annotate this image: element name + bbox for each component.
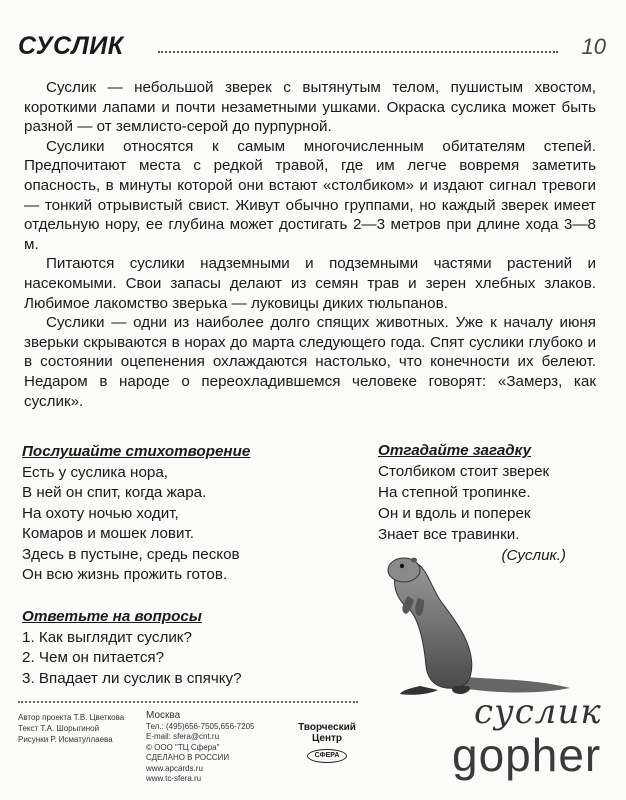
questions-title: Ответьте на вопросы bbox=[22, 608, 202, 625]
poem-block bbox=[22, 442, 322, 586]
page-number: 10 bbox=[581, 34, 606, 59]
question-item: 3. Впадает ли суслик в спячку? bbox=[22, 669, 242, 687]
poem-line: Он всю жизнь прожить готов. bbox=[22, 566, 228, 583]
body-paragraph: Суслики — одни из наиболее долго спящих животных. Уже к началу июня зверьки скрываются в норах до марта следующего года. Спят суслики глубоко и в состоянии оцепенения охлаждаются настолько, что конечности их белеют. Недаром в народе о переохладившемся человеке говорят: «Замерз, как суслик». bbox=[24, 314, 596, 410]
footer-divider bbox=[18, 701, 358, 703]
foot-shape bbox=[452, 686, 470, 694]
riddle-title: Отгадайте загадку bbox=[378, 442, 532, 459]
page-header bbox=[18, 32, 606, 62]
poem-line: Здесь в пустыне, средь песков bbox=[22, 545, 240, 563]
questions-block bbox=[22, 607, 342, 689]
publisher-block bbox=[146, 711, 254, 785]
dotted-leader bbox=[158, 51, 558, 53]
publisher-line: СДЕЛАНО В РОССИИ bbox=[146, 753, 230, 762]
publisher-line: www.tc-sfera.ru bbox=[146, 774, 202, 783]
poem-line: В ней он спит, когда жара. bbox=[22, 484, 207, 501]
credit-line: Автор проекта Т.В. Цветкова bbox=[18, 713, 125, 722]
ear-shape bbox=[411, 558, 417, 563]
eye-dot bbox=[400, 564, 404, 568]
poem-line: На охоту ночью ходит, bbox=[22, 504, 179, 522]
logo-oval: СФЕРА bbox=[307, 749, 347, 763]
publisher-city: Москва bbox=[146, 710, 181, 721]
poem-line: Есть у суслика нора, bbox=[22, 463, 169, 481]
poem-title: Послушайте стихотворение bbox=[22, 443, 251, 460]
body-paragraph: Питаются суслики надземными и подземными частями растений и насекомыми. Свои запасы делают из семян трав и зерен хлебных злаков. Любимое лакомство зверька — луковицы диких тюльпанов. bbox=[24, 255, 596, 312]
credits-block bbox=[18, 712, 124, 745]
riddle-line: Столбиком стоит зверек bbox=[378, 463, 550, 480]
logo-line: Центр bbox=[311, 733, 343, 744]
article-body bbox=[24, 78, 596, 411]
body-paragraph: Суслики относятся к самым многочисленным обитателям степей. Предпочитают места с редкой травой, где им легче вовремя заметить опасность, в минуты которой они встают «столбиком» и издают сигнал тревоги — тонкий отрывистый свист. Живут обычно группами, но каждый зверек имеет отдельную нору, ее глубина может достигать 2—3 метров при длине хода 3—8 м. bbox=[24, 137, 596, 253]
foot-shape bbox=[400, 686, 438, 695]
riddle-line: На степной тропинке. bbox=[378, 484, 531, 501]
publisher-line: www.apcards.ru bbox=[146, 763, 203, 773]
publisher-line: © ООО "ТЦ Сфера" bbox=[146, 742, 220, 752]
credit-line: Текст Т.А. Шорыгиной bbox=[18, 724, 100, 733]
poem-line: Комаров и мошек ловит. bbox=[22, 525, 194, 542]
riddle-line: Знает все травинки. bbox=[378, 526, 520, 543]
word-russian: суслик bbox=[474, 692, 602, 732]
publisher-logo bbox=[287, 722, 367, 762]
question-item: 2. Чем он питается? bbox=[22, 649, 165, 666]
riddle-answer: (Суслик.) bbox=[501, 547, 566, 564]
logo-line: Творческий bbox=[298, 722, 356, 733]
body-paragraph: Суслик — небольшой зверек с вытянутым телом, пушистым хвостом, короткими лапами и почти незаметными ушками. Окраска суслика может быть разной — от землисто-серой до пурпурной. bbox=[24, 79, 596, 136]
riddle-line: Он и вдоль и поперек bbox=[378, 505, 531, 522]
gopher-illustration bbox=[380, 548, 580, 700]
publisher-line: Тел.: (495)656-7505,656-7205 bbox=[146, 721, 255, 731]
publisher-line: E-mail: sfera@cnt.ru bbox=[146, 732, 220, 741]
question-item: 1. Как выглядит суслик? bbox=[22, 628, 192, 646]
page-title: СУСЛИК bbox=[18, 32, 124, 60]
tail-shape bbox=[458, 676, 570, 693]
credit-line: Рисунки Р. Исматуллаева bbox=[18, 735, 113, 744]
word-english: gopher bbox=[452, 729, 602, 781]
